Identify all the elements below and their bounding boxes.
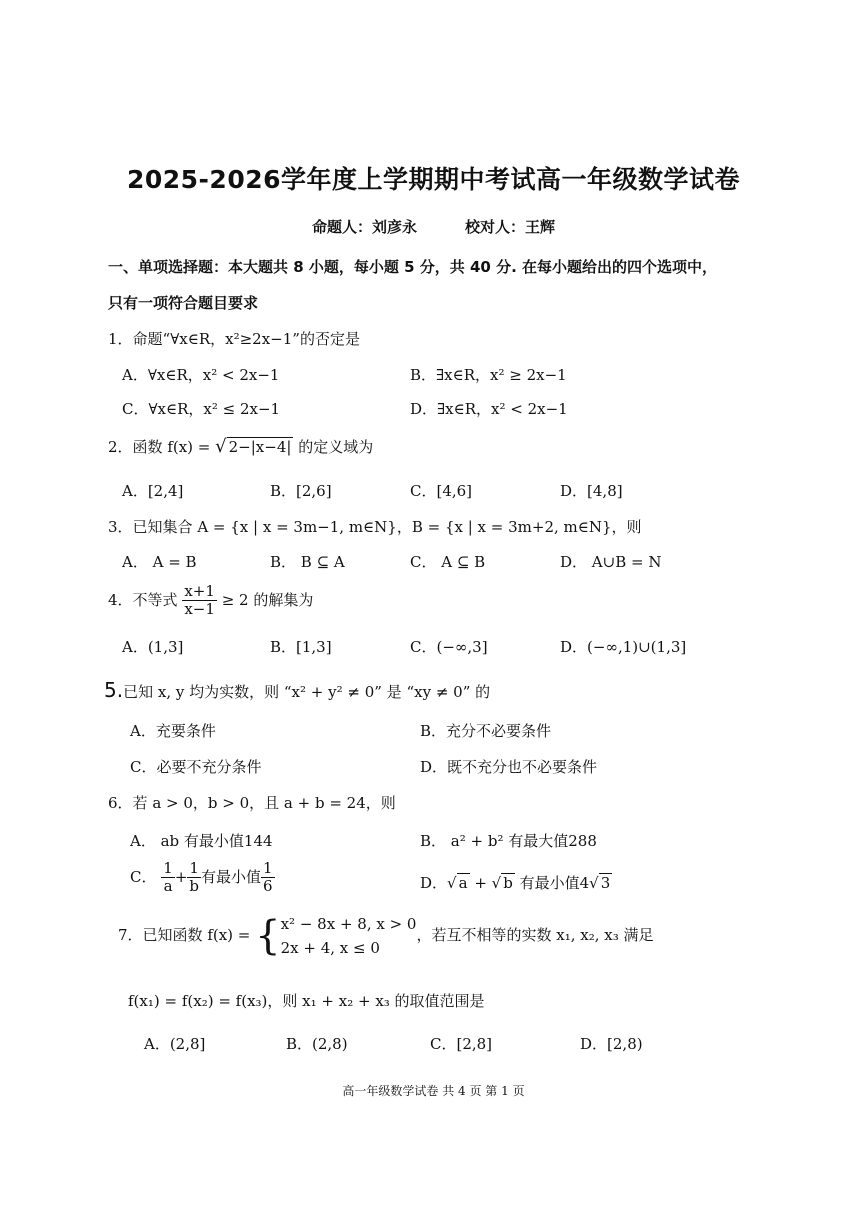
q4-option-b: B．[1,3] — [270, 638, 332, 656]
fraction — [187, 860, 201, 896]
q6-option-c — [130, 860, 275, 896]
plus-sign: + — [469, 874, 492, 892]
sqrt-radicand: 2−|x−4| — [228, 438, 292, 456]
question-5 — [104, 678, 490, 702]
question-stem-pre: 不等式 — [132, 590, 178, 609]
fraction-numerator: 1 — [187, 860, 201, 878]
q1-option-b: B．∃x∈R，x² ≥ 2x−1 — [410, 366, 567, 384]
question-7 — [118, 912, 654, 960]
option-letter: C． — [130, 867, 157, 886]
q2-option-b: B．[2,6] — [270, 482, 332, 500]
question-number: 2． — [108, 438, 133, 456]
fraction — [261, 860, 275, 896]
question-stem: 已知 x, y 均为实数，则 “x² + y² ≠ 0” 是 “xy ≠ 0” 的 — [123, 683, 491, 701]
piecewise-cases — [281, 912, 417, 960]
plus-sign: + — [174, 867, 188, 886]
q7-option-a: A．(2,8] — [144, 1035, 206, 1053]
q2-option-d: D．[4,8] — [560, 482, 623, 500]
q6-option-a: A． ab 有最小值144 — [130, 832, 273, 850]
q5-option-d: D．既不充分也不必要条件 — [420, 758, 598, 776]
checker-name: 王辉 — [525, 218, 556, 236]
q2-option-a: A．[2,4] — [122, 482, 184, 500]
q1-option-a: A．∀x∈R，x² < 2x−1 — [122, 366, 280, 384]
fraction-denominator: b — [189, 877, 199, 896]
left-brace: { — [255, 913, 281, 959]
fraction — [182, 583, 217, 619]
q4-option-a: A．(1,3] — [122, 638, 184, 656]
page-footer: 高一年级数学试卷 共 4 页 第 1 页 — [342, 1084, 525, 1098]
setter-name: 刘彦永 — [371, 218, 417, 236]
authors-line — [0, 216, 867, 237]
question-number: 4． — [108, 590, 133, 609]
q7-option-b: B．(2,8) — [286, 1035, 348, 1053]
question-stem: 已知集合 A = {x | x = 3m−1, m∈N}，B = {x | x = 3m+2, m∈N}，则 — [132, 518, 642, 536]
fraction-numerator: 1 — [263, 859, 273, 877]
q3-option-b: B． B ⊆ A — [270, 553, 345, 571]
q7-option-d: D．[2,8) — [580, 1035, 643, 1053]
fraction-denominator: 6 — [263, 877, 273, 896]
exam-title: 2025-2026学年度上学期期中考试高一年级数学试卷 — [126, 165, 741, 194]
question-number: 6． — [108, 794, 133, 812]
fraction-numerator: 1 — [163, 859, 173, 877]
q6-option-d: D．√ a + √ b 有最小值4√ 3 — [420, 874, 611, 892]
q6-option-b: B． a² + b² 有最大值288 — [420, 832, 597, 850]
fraction-denominator: x−1 — [184, 600, 215, 619]
checker-label: 校对人： — [465, 218, 526, 236]
q4-option-c: C．(−∞,3] — [410, 638, 488, 656]
q5-option-c: C．必要不充分条件 — [130, 758, 262, 776]
setter-label: 命题人： — [311, 218, 372, 236]
question-number: 3． — [108, 518, 133, 536]
fraction-denominator: a — [163, 877, 173, 896]
question-number: 7． — [118, 926, 143, 944]
question-6 — [108, 792, 396, 813]
case-1: x² − 8x + 8, x > 0 — [280, 915, 417, 933]
question-1 — [108, 328, 360, 349]
q7-option-c: C．[2,8] — [430, 1035, 493, 1053]
question-stem: 若 a > 0，b > 0，且 a + b = 24，则 — [132, 794, 396, 812]
question-stem-post: ≥ 2 的解集为 — [221, 590, 314, 609]
case-2: 2x + 4, x ≤ 0 — [280, 939, 380, 957]
section-heading-line2: 只有一项符合题目要求 — [108, 294, 259, 312]
question-stem: 命题“∀x∈R，x²≥2x−1”的否定是 — [132, 330, 360, 348]
question-stem-post: ，若互不相等的实数 x₁, x₂, x₃ 满足 — [416, 926, 654, 944]
question-3 — [108, 516, 642, 537]
question-7-line2: f(x₁) = f(x₂) = f(x₃)，则 x₁ + x₂ + x₃ 的取值范围是 — [128, 992, 485, 1010]
question-stem-post: 的定义域为 — [293, 438, 374, 456]
question-4 — [108, 583, 313, 619]
question-number: 1． — [108, 330, 133, 348]
fraction-numerator: x+1 — [184, 582, 215, 600]
fraction — [161, 860, 175, 896]
q5-option-b: B．充分不必要条件 — [420, 722, 552, 740]
q3-option-c: C． A ⊆ B — [410, 553, 486, 571]
question-2: 2．函数 f(x) = √ 2−|x−4| 的定义域为 — [108, 436, 374, 457]
q3-option-d: D． A∪B = N — [560, 553, 662, 571]
option-letter: D． — [420, 874, 448, 892]
question-number: 5. — [104, 678, 124, 702]
q3-option-a: A． A = B — [122, 553, 197, 571]
q4-option-d: D．(−∞,1)∪(1,3] — [560, 638, 687, 656]
option-text: 有最小值4 — [514, 874, 590, 892]
q1-option-c: C．∀x∈R，x² ≤ 2x−1 — [122, 400, 281, 418]
question-stem-pre: 函数 f(x) = — [132, 438, 216, 456]
q1-option-d: D．∃x∈R，x² < 2x−1 — [410, 400, 568, 418]
option-text: 有最小值 — [201, 867, 262, 886]
question-stem-pre: 已知函数 f(x) = — [142, 926, 256, 944]
section-heading-line1: 一、单项选择题：本大题共 8 小题，每小题 5 分，共 40 分. 在每小题给出的四个选项中， — [108, 258, 718, 276]
sqrt-radicand: a — [458, 874, 468, 892]
q5-option-a: A．充要条件 — [130, 722, 216, 740]
sqrt-radicand: 3 — [600, 874, 611, 892]
q2-option-c: C．[4,6] — [410, 482, 473, 500]
sqrt-radicand: b — [503, 874, 513, 892]
